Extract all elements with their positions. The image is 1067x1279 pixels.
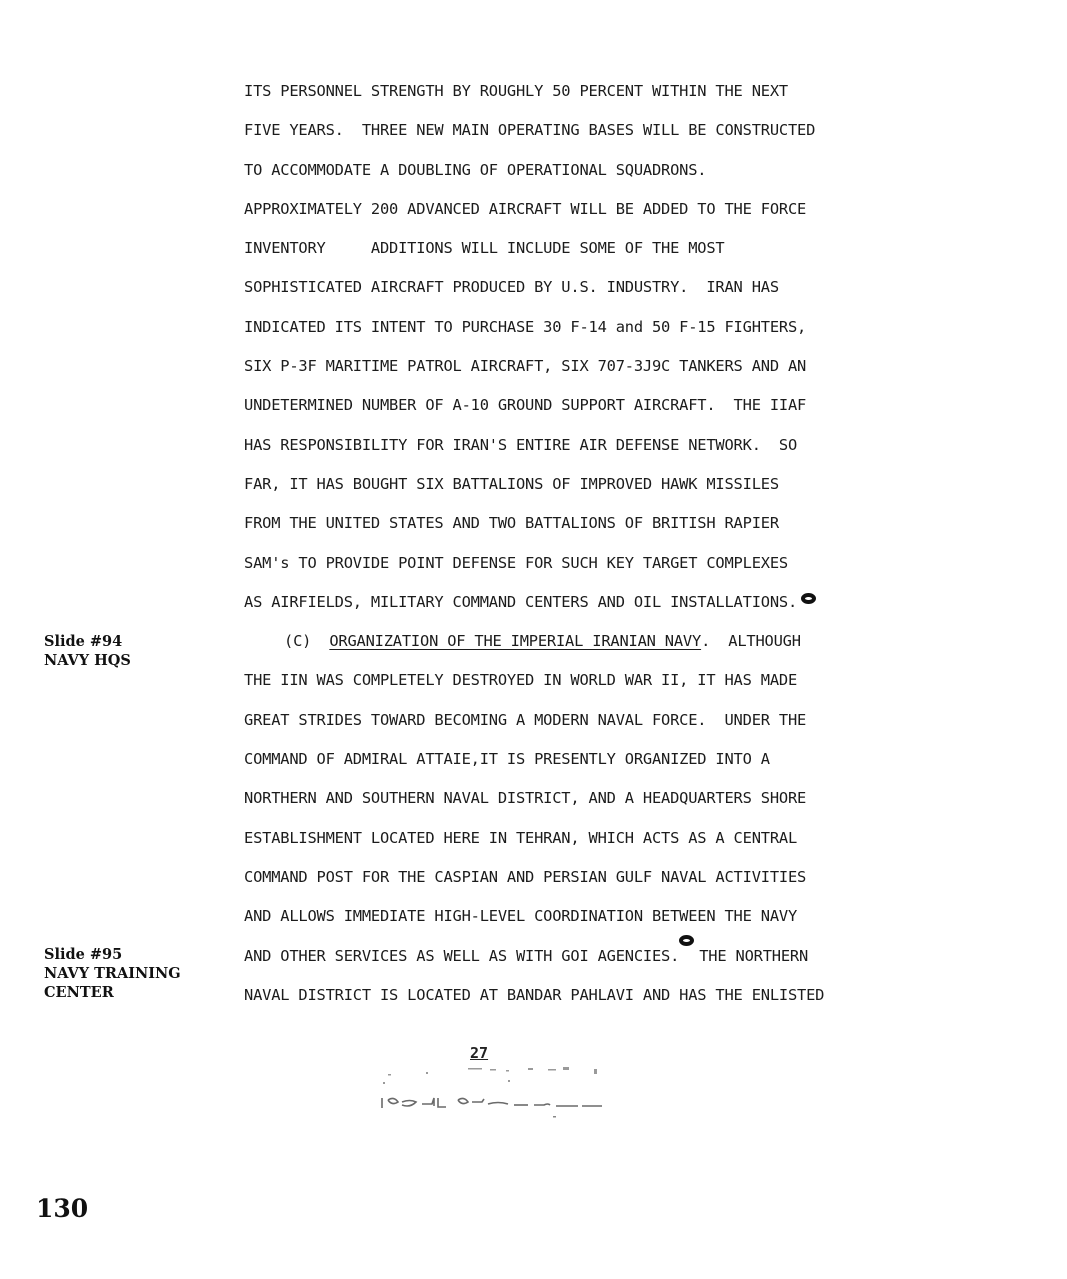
margin-note-line: NAVY HQS [44,652,131,669]
text-line: SOPHISTICATED AIRCRAFT PRODUCED BY U.S. INDUSTRY. IRAN HAS [244,278,779,297]
section-heading-line [244,628,884,667]
text-line: SAM's TO PROVIDE POINT DEFENSE FOR SUCH KEY TARGET COMPLEXES [244,553,788,572]
text-line: ESTABLISHMENT LOCATED HERE IN TEHRAN, WHICH ACTS AS A CENTRAL [244,828,798,847]
section-heading: ORGANIZATION OF THE IMPERIAL IRANIAN NAVY [329,632,702,651]
classification-stamp-remnant [378,1060,613,1120]
text-line: THE IIN WAS COMPLETELY DESTROYED IN WORLD WAR II, IT HAS MADE [244,671,798,690]
page-number-center: 27 [470,1044,489,1062]
text-line-content: AS AIRFIELDS, MILITARY COMMAND CENTERS AND OIL INSTALLATIONS. [244,592,798,611]
text-line: INDICATED ITS INTENT TO PURCHASE 30 F-14 and 50 F-15 FIGHTERS, [244,317,807,336]
text-line: AND ALLOWS IMMEDIATE HIGH-LEVEL COORDINATION BETWEEN THE NAVY [244,907,798,926]
margin-note-slide-95 [44,945,181,1002]
text-line: COMMAND POST FOR THE CASPIAN AND PERSIAN GULF NAVAL ACTIVITIES [244,867,807,886]
text-line: APPROXIMATELY 200 ADVANCED AIRCRAFT WILL BE ADDED TO THE FORCE [244,199,807,218]
text-line: INVENTORY ADDITIONS WILL INCLUDE SOME OF THE MOST [244,239,725,258]
text-line: SIX P-3F MARITIME PATROL AIRCRAFT, SIX 707-3J9C TANKERS AND AN [244,357,807,376]
paragraph-marker-icon [679,935,694,946]
margin-note-slide-94 [44,632,131,670]
text-line: NAVAL DISTRICT IS LOCATED AT BANDAR PAHLAVI AND HAS THE ENLISTED [244,985,825,1004]
margin-note-line: CENTER [44,984,114,1001]
text-line: FAR, IT HAS BOUGHT SIX BATTALIONS OF IMPROVED HAWK MISSILES [244,474,779,493]
text-line: ITS PERSONNEL STRENGTH BY ROUGHLY 50 PERCENT WITHIN THE NEXT [244,82,788,100]
text-line: HAS RESPONSIBILITY FOR IRAN'S ENTIRE AIR DEFENSE NETWORK. SO [244,435,798,454]
text-line-content: THE NORTHERN [690,946,809,965]
text-line: FIVE YEARS. THREE NEW MAIN OPERATING BASES WILL BE CONSTRUCTED [244,121,816,140]
section-heading-rest: . ALTHOUGH [701,632,801,651]
text-line: TO ACCOMMODATE A DOUBLING OF OPERATIONAL SQUADRONS. [244,160,707,179]
text-line: GREAT STRIDES TOWARD BECOMING A MODERN NAVAL FORCE. UNDER THE [244,710,807,729]
section-marker: (C) [284,632,312,651]
text-line: FROM THE UNITED STATES AND TWO BATTALIONS OF BRITISH RAPIER [244,514,779,533]
text-line: UNDETERMINED NUMBER OF A-10 GROUND SUPPORT AIRCRAFT. THE IIAF [244,396,807,415]
paragraph-marker-icon [801,593,816,604]
page-number-footer: 130 [36,1194,89,1223]
text-line-content: AND OTHER SERVICES AS WELL AS WITH GOI AGENCIES. [244,946,680,965]
margin-note-line: NAVY TRAINING [44,965,181,982]
text-line [244,589,884,628]
text-line: COMMAND OF ADMIRAL ATTAIE,IT IS PRESENTLY ORGANIZED INTO A [244,750,770,769]
body-text [244,78,884,1021]
text-line [244,943,884,982]
margin-note-line: Slide #94 [44,633,123,650]
text-line: NORTHERN AND SOUTHERN NAVAL DISTRICT, AND A HEADQUARTERS SHORE [244,789,807,808]
margin-note-line: Slide #95 [44,946,123,963]
